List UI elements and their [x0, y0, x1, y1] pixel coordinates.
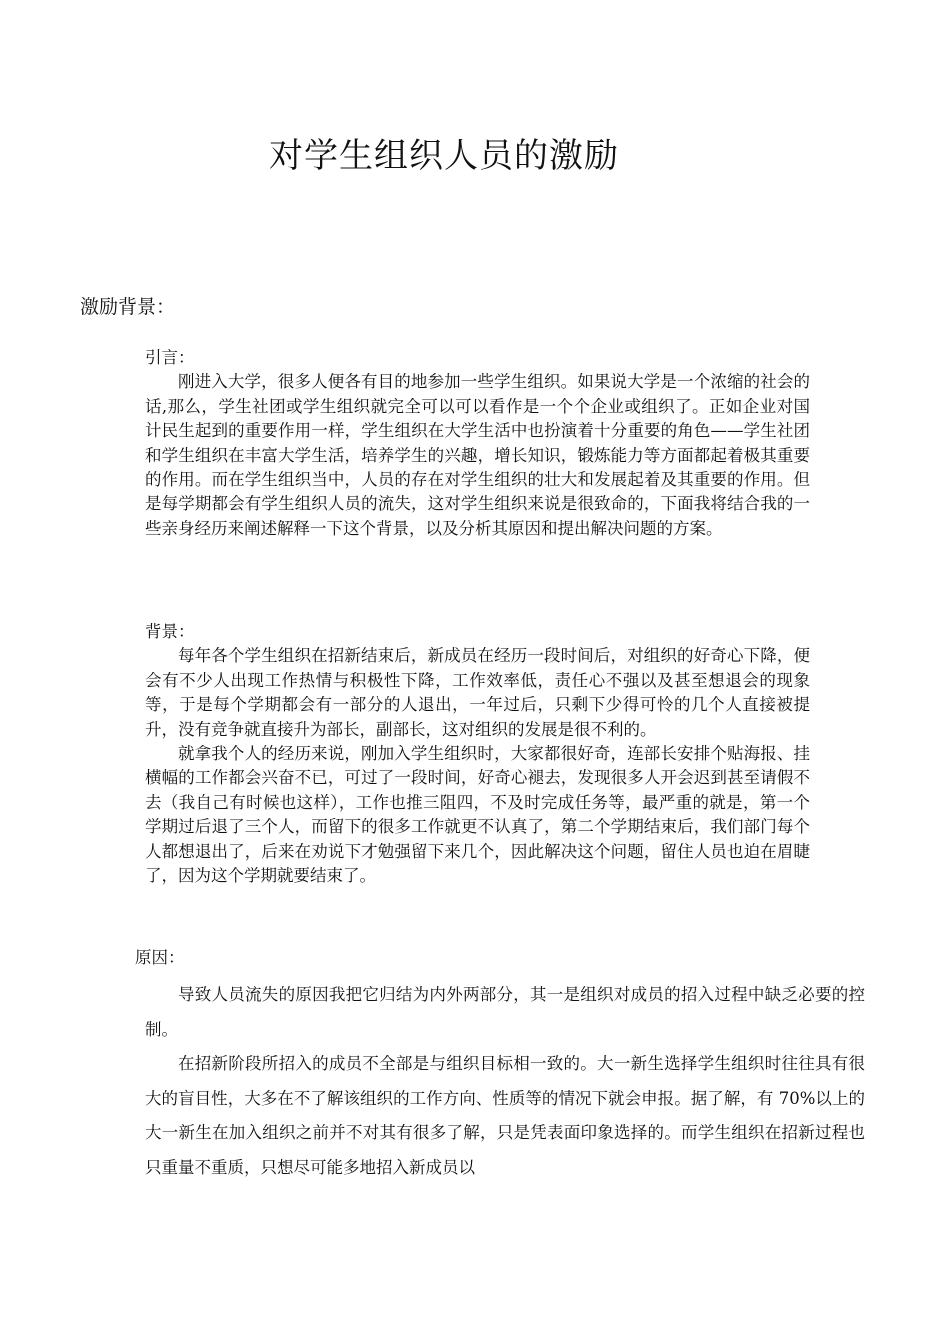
reasons-paragraph-2: 在招新阶段所招入的成员不全部是与组织目标相一致的。大一新生选择学生组织时往往具有很大的盲目性，大多在不了解该组织的工作方向、性质等的情况下就会申报。据了解，有 70%以上的大一新生在加入组织之前并不对其有很多了解，只是凭表面印象选择的。而学生组织在招新过程也只重量不重质，只想尽可能多地招入新成员以 — [145, 1054, 865, 1177]
background-paragraph-2: 就拿我个人的经历来说，刚加入学生组织时，大家都很好奇，连部长安排个贴海报、挂横幅的工作都会兴奋不已，可过了一段时间，好奇心褪去，发现很多人开会迟到甚至请假不去（我自己有时候也这样），工作也推三阻四，不及时完成任务等，最严重的就是，第一个学期过后退了三个人，而留下的很多工作就更不认真了，第二个学期结束后，我们部门每个人都想退出了，后来在劝说下才勉强留下来几个，因此解决这个问题，留住人员也迫在眉睫了，因为这个学期就要结束了。 — [145, 744, 810, 886]
section-heading-motivation-background: 激励背景： — [80, 296, 176, 318]
background-paragraph-1: 每年各个学生组织在招新结束后，新成员在经历一段时间后，对组织的好奇心下降，便会有不少人出现工作热情与积极性下降，工作效率低，责任心不强以及甚至想退会的现象等，于是每个学期都会有一部分的人退出，一年过后，只剩下少得可怜的几个人直接被提升，没有竞争就直接升为部长，副部长，这对组织的发展是很不利的。 — [145, 646, 810, 739]
page-title: 对学生组织人员的激励 — [269, 136, 619, 176]
reasons-paragraph-1: 导致人员流失的原因我把它归结为内外两部分，其一是组织对成员的招入过程中缺乏必要的控制。 — [145, 985, 865, 1039]
intro-label: 引言： — [145, 348, 195, 367]
intro-paragraph: 刚进入大学，很多人便各有目的地参加一些学生组织。如果说大学是一个浓缩的社会的话,那么，学生社团或学生组织就完全可以可以看作是一个个企业或组织了。正如企业对国计民生起到的重要作用一样，学生组织在大学生活中也扮演着十分重要的角色——学生社团和学生组织在丰富大学生活，培养学生的兴趣，增长知识，锻炼能力等方面都起着极其重要的作用。而在学生组织当中，人员的存在对学生组织的壮大和发展起着及其重要的作用。但是每学期都会有学生组织人员的流失，这对学生组织来说是很致命的，下面我将结合我的一些亲身经历来阐述解释一下这个背景，以及分析其原因和提出解决问题的方案。 — [145, 372, 810, 538]
background-label: 背景： — [145, 622, 195, 641]
intro-section — [145, 346, 810, 541]
background-section — [145, 620, 810, 888]
reasons-label: 原因： — [135, 948, 185, 967]
reasons-section — [145, 978, 865, 1185]
